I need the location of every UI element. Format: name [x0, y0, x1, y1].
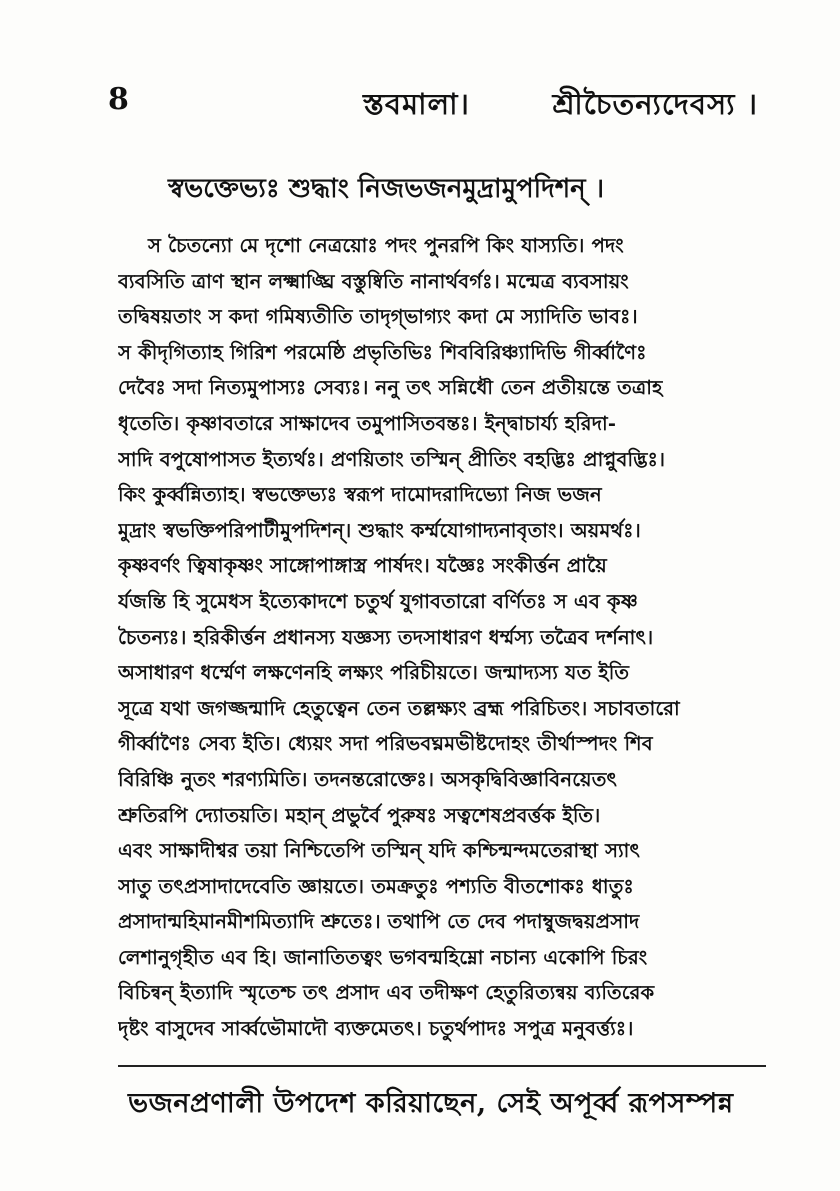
commentary-line: স কীদৃগিত্যাহ গিরিশ পরমেষ্ঠি প্রভৃতিভিঃ শিববিরিঞ্চ্যাদিভি গীর্ব্বাণৈঃ: [118, 340, 647, 364]
commentary-line: কৃষ্ণবর্ণং ত্বিষাকৃষ্ণং সাঙ্গোপাঙ্গাস্ত্র পার্ষদং। যজ্ঞৈঃ সংকীর্ত্তন প্রায়ৈ: [118, 554, 607, 578]
commentary-line: দেবৈঃ সদা নিত্যমুপাস্যঃ সেব্যঃ। ননু তৎ সন্নিধৌ তেন প্রতীয়ন্তে তত্রাহ: [118, 376, 663, 400]
commentary-line: লেশানুগৃহীত এব হি। জানাতিতত্বং ভগবন্মহিম্নো নচান্য একোপি চিরং: [118, 945, 648, 969]
footer-text-line: ভজনপ্রণালী উপদেশ করিয়াছেন, সেই অপূর্ব্ব রূপসম্পন্ন: [128, 1088, 734, 1119]
commentary-line: দৃষ্টং বাসুদেব সার্ব্বভৌমাদৌ ব্যক্তমেতৎ। চতুর্থপাদঃ সপুত্ৰ মনুবর্ত্ত্যঃ।: [118, 1017, 634, 1041]
commentary-line: বিরিঞ্চি নুতং শরণ্যমিতি। তদনন্তরোক্তেঃ। অসকৃদ্বিবিজ্ঞাবিনয়েতৎ: [118, 767, 618, 791]
verse-line: স্বভক্তেভ্যঃ শুদ্ধাং নিজভজনমুদ্রামুপদিশন্ ।: [168, 174, 605, 204]
commentary-line: স চৈতন্যো মে দৃশো নেত্রয়োঃ পদং পুনরপি কিং যাস্যতি। পদং: [148, 234, 624, 257]
footnote-divider: [118, 1065, 766, 1067]
commentary-line: তদ্বিষয়তাং স কদা গমিষ্যতীতি তাদৃগ্ভাগ্যং কদা মে স্যাদিতি ভাবঃ।: [118, 305, 638, 329]
commentary-line: র্যজন্তি হি সুমেধস ইত্যেকাদশে চতুর্থ যুগাবতারো বর্ণিতঃ স এব কৃষ্ণ: [118, 589, 638, 613]
commentary-line: বিচিন্বন্ ইত্যাদি স্মৃতেশ্চ তৎ প্রসাদ এব তদীক্ষণ হেতুরিত্যন্বয় ব্যতিরেক: [118, 981, 655, 1005]
commentary-line: শ্রুতিরপি দ্যোতয়তি। মহান্ প্রভুর্বৈ পুরুষঃ সত্বশেষপ্রবর্ত্তক ইতি।: [118, 803, 601, 827]
running-title: স্তবমালা।: [363, 87, 470, 121]
commentary-line: সাদি বপুষোপাসত ইত্যর্থঃ। প্রণয়িতাং তস্মিন্ প্রীতিং বহদ্ভিঃ প্রাপ্নুবদ্ভিঃ।: [118, 447, 666, 471]
commentary-line: গীর্ব্বাণৈঃ সেব্য ইতি। ধ্যেয়ং সদা পরিভবঘ্নমভীষ্টদোহং তীর্থাস্পদং শিব: [118, 732, 653, 756]
running-subtitle: শ্রীচৈতন্যদেবস্য ।: [552, 87, 758, 121]
commentary-line: প্রসাদান্মহিমানমীশমিত্যাদি শ্রুতেঃ। তথাপি তে দেব পদাম্বুজদ্বয়প্রসাদ: [118, 910, 640, 934]
commentary-line: সাতু তৎপ্রসাদাদেবেতি জ্ঞায়তে। তমক্রতুঃ পশ্যতি বীতশোকঃ ধাতুঃ: [118, 874, 634, 898]
commentary-line: ব্যবসিতি ত্রাণ স্থান লক্ষ্মাঙ্ঘ্রি বস্তুষ্বিতি নানার্থবর্গঃ। মন্মেত্র ব্যবসায়ং: [118, 269, 629, 293]
commentary-line: সূত্রে যথা জগজ্জন্মাদি হেতুত্বেন তেন তল্লক্ষ্যং ব্রহ্ম পরিচিতং। সচাবতারো: [118, 696, 680, 720]
commentary-line: চৈতন্যঃ। হরিকীর্ত্তন প্রধানস্য যজ্ঞস্য তদসাধারণ ধর্ম্মস্য তত্রৈব দর্শনাৎ।: [118, 625, 654, 649]
commentary-line: মুদ্রাং স্বভক্তিপরিপাটীমুপদিশন্। শুদ্ধাং কর্ম্মযোগাদ্যনাবৃতাং। অয়মর্থঃ।: [118, 518, 641, 542]
commentary-line: কিং কুর্ব্বন্নিত্যাহ। স্বভক্তেভ্যঃ স্বরূপ দামোদরাদিভ্যো নিজ ভজন: [118, 483, 602, 507]
commentary-line: অসাধারণ ধর্ম্মেণ লক্ষণেনহি লক্ষ্যং পরিচীয়তে। জন্মাদ্যস্য যত ইতি: [118, 661, 630, 685]
commentary-block: [118, 228, 766, 1047]
commentary-line: এবং সাক্ষাদীশ্বর তয়া নিশ্চিতেপি তস্মিন্ যদি কশ্চিন্মন্দমতেরাস্থা স্যাৎ: [118, 839, 641, 863]
page-header: [108, 82, 758, 126]
commentary-line: ধৃতেতি। কৃষ্ণাবতারে সাক্ষাদেব তমুপাসিতবন্তঃ। ইন্দ্বাচার্য্য হরিদা-: [118, 411, 617, 435]
page-number: 8: [108, 82, 129, 117]
